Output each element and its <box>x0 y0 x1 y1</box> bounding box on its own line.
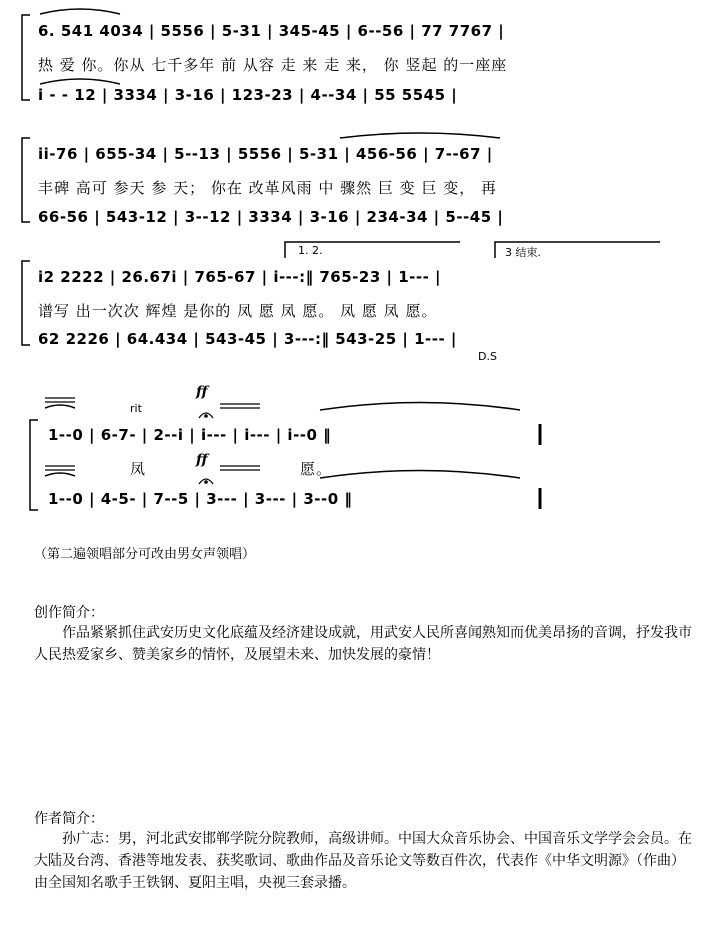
fermata-dot <box>204 414 208 418</box>
dynamic-ff-bottom: ff <box>196 452 208 468</box>
author-heading: 作者简介： <box>34 811 104 827</box>
tie <box>340 133 500 138</box>
brace-system-4 <box>30 420 38 510</box>
system1-harmony: i - - 12 | 3334 | 3-16 | 123-23 | 4--34 | 55 5545 | <box>38 86 458 104</box>
system4-harmony: 1--0 | 4-5- | 7--5 | 3--- | 3--- | 3--0 ‖ <box>48 490 353 508</box>
system2-lyrics: 丰碑 高可 参天 参 天； 你在 改革风雨 中 骤然 巨 变 巨 变， 再 <box>38 179 497 197</box>
volta-1-2-label: 1. 2. <box>298 244 323 257</box>
system3-harmony: 62 2226 | 64.434 | 543-45 | 3---:‖ 543-25 | 1--- | <box>38 330 457 348</box>
tie <box>40 79 120 84</box>
system4-lyric-a: 凤 <box>130 460 147 478</box>
system3-melody: i2 2222 | 26.67i | 765-67 | i---:‖ 765-23 | 1--- | <box>38 268 442 286</box>
volta-3-label: 3 结束. <box>505 246 541 259</box>
dynamics-line <box>45 466 75 470</box>
ds-mark: D.S <box>478 350 497 363</box>
performance-note: （第二遍领唱部分可改由男女声领唱） <box>34 547 256 562</box>
brace-system-1 <box>22 15 30 100</box>
rit-mark: rit <box>130 402 142 415</box>
tie <box>320 403 520 411</box>
crescendo-line <box>220 466 260 470</box>
dynamics-line <box>45 398 75 402</box>
system2-melody: ii-76 | 655-34 | 5--13 | 5556 | 5-31 | 456-56 | 7--67 | <box>38 145 493 163</box>
system2-harmony: 66-56 | 543-12 | 3--12 | 3334 | 3-16 | 234-34 | 5--45 | <box>38 208 504 226</box>
system1-lyrics: 热 爱 你。你从 七千多年 前 从容 走 来 走 来， 你 竖起 的一座座 <box>38 56 508 74</box>
creation-body: 作品紧紧抓住武安历史文化底蕴及经济建设成就，用武安人民所喜闻熟知而优美昂扬的音调，抒发我市人民热爱家乡、赞美家乡的情怀，及展望未来、加快发展的豪情！ <box>34 625 692 663</box>
system3-lyrics: 谱写 出一次次 辉煌 是你的 凤 愿 凤 愿。 凤 愿 凤 愿。 <box>38 302 438 320</box>
system4-melody: 1--0 | 6-7- | 2--i | i--- | i--- | i--0 ‖ <box>48 426 332 444</box>
system1-melody: 6. 541 4034 | 5556 | 5-31 | 345-45 | 6--56 | 77 7767 | <box>38 22 505 40</box>
system4-lyric-b: 愿。 <box>300 460 333 478</box>
brace-system-3 <box>22 261 30 345</box>
tie <box>45 405 75 408</box>
brace-system-2 <box>22 138 30 222</box>
tie <box>320 471 520 479</box>
author-body: 孙广志：男，河北武安邯郸学院分院教师，高级讲师。中国大众音乐协会、中国音乐文学学会会员。在大陆及台湾、香港等地发表、获奖歌词、歌曲作品及音乐论文等数百件次，代表作《中华文明源》（作曲）由全国知名歌手王铁钢、夏阳主唱，央视三套录播。 <box>34 831 692 891</box>
creation-heading: 创作简介： <box>34 605 104 621</box>
tie <box>40 9 120 14</box>
tie <box>45 473 75 476</box>
fermata-dot <box>204 480 208 484</box>
crescendo-line <box>220 404 260 408</box>
dynamic-ff-top: ff <box>196 384 208 400</box>
